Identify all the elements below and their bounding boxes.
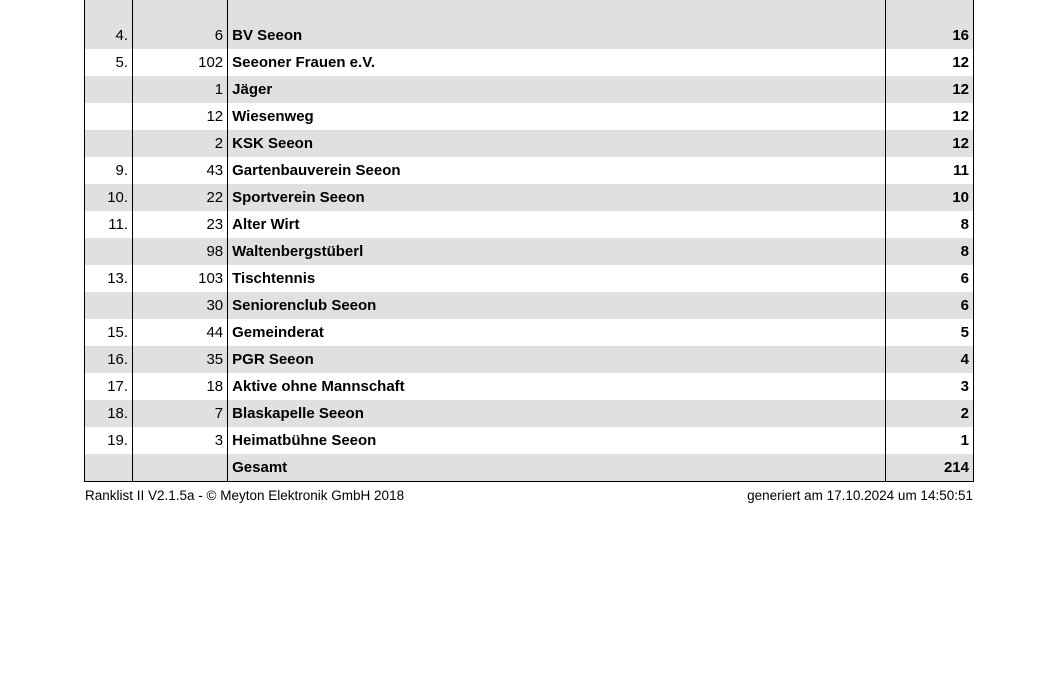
points-cell: 12 xyxy=(885,130,973,157)
rank-cell: 4. xyxy=(85,22,133,49)
rank-cell: 10. xyxy=(85,184,133,211)
number-cell xyxy=(133,0,228,22)
rank-cell xyxy=(85,292,133,319)
footer-version: Ranklist II V2.1.5a - © Meyton Elektronik GmbH 2018 xyxy=(85,488,405,503)
table-row xyxy=(85,103,974,130)
number-cell: 6 xyxy=(133,22,228,49)
footer-generated: generiert am 17.10.2024 um 14:50:51 xyxy=(747,488,973,503)
rank-cell xyxy=(85,130,133,157)
number-cell: 1 xyxy=(133,76,228,103)
name-cell: Waltenbergstüberl xyxy=(228,238,886,265)
table-row xyxy=(85,22,974,49)
table-row xyxy=(85,0,974,22)
total-row xyxy=(85,454,974,482)
number-cell: 7 xyxy=(133,400,228,427)
name-cell: KSK Seeon xyxy=(228,130,886,157)
points-cell: 12 xyxy=(885,76,973,103)
table-row xyxy=(85,238,974,265)
name-cell: Seniorenclub Seeon xyxy=(228,292,886,319)
rank-cell xyxy=(85,0,133,22)
table-row xyxy=(85,400,974,427)
name-cell: Tischtennis xyxy=(228,265,886,292)
name-cell xyxy=(228,0,886,22)
total-points: 214 xyxy=(885,454,973,482)
table-row xyxy=(85,211,974,238)
rank-cell: 17. xyxy=(85,373,133,400)
name-cell: Gartenbauverein Seeon xyxy=(228,157,886,184)
table-row xyxy=(85,76,974,103)
name-cell: Alter Wirt xyxy=(228,211,886,238)
name-cell: Jäger xyxy=(228,76,886,103)
number-cell: 12 xyxy=(133,103,228,130)
rank-cell xyxy=(85,238,133,265)
table-row xyxy=(85,373,974,400)
rank-cell: 18. xyxy=(85,400,133,427)
table-row xyxy=(85,49,974,76)
points-cell: 12 xyxy=(885,103,973,130)
points-cell: 11 xyxy=(885,157,973,184)
table-row xyxy=(85,319,974,346)
points-cell: 12 xyxy=(885,49,973,76)
table-row xyxy=(85,184,974,211)
table-row xyxy=(85,130,974,157)
number-cell: 44 xyxy=(133,319,228,346)
points-cell: 8 xyxy=(885,211,973,238)
name-cell: Wiesenweg xyxy=(228,103,886,130)
points-cell: 3 xyxy=(885,373,973,400)
rank-cell: 5. xyxy=(85,49,133,76)
points-cell: 5 xyxy=(885,319,973,346)
number-cell: 35 xyxy=(133,346,228,373)
table-row xyxy=(85,292,974,319)
number-cell: 102 xyxy=(133,49,228,76)
points-cell: 6 xyxy=(885,265,973,292)
points-cell: 6 xyxy=(885,292,973,319)
rank-cell xyxy=(85,103,133,130)
points-cell: 1 xyxy=(885,427,973,454)
total-rank-cell xyxy=(85,454,133,482)
number-cell: 22 xyxy=(133,184,228,211)
number-cell: 30 xyxy=(133,292,228,319)
rank-cell xyxy=(85,76,133,103)
name-cell: PGR Seeon xyxy=(228,346,886,373)
number-cell: 103 xyxy=(133,265,228,292)
name-cell: Sportverein Seeon xyxy=(228,184,886,211)
points-cell: 2 xyxy=(885,400,973,427)
rank-cell: 13. xyxy=(85,265,133,292)
points-cell: 10 xyxy=(885,184,973,211)
ranking-table xyxy=(84,0,974,482)
name-cell: Heimatbühne Seeon xyxy=(228,427,886,454)
name-cell: Aktive ohne Mannschaft xyxy=(228,373,886,400)
points-cell: 8 xyxy=(885,238,973,265)
points-cell: 4 xyxy=(885,346,973,373)
name-cell: Seeoner Frauen e.V. xyxy=(228,49,886,76)
name-cell: Blaskapelle Seeon xyxy=(228,400,886,427)
total-label: Gesamt xyxy=(228,454,886,482)
name-cell: BV Seeon xyxy=(228,22,886,49)
rank-cell: 16. xyxy=(85,346,133,373)
rank-cell: 9. xyxy=(85,157,133,184)
number-cell: 23 xyxy=(133,211,228,238)
number-cell: 98 xyxy=(133,238,228,265)
total-number-cell xyxy=(133,454,228,482)
name-cell: Gemeinderat xyxy=(228,319,886,346)
points-cell xyxy=(885,0,973,22)
table-row xyxy=(85,427,974,454)
table-row xyxy=(85,265,974,292)
number-cell: 18 xyxy=(133,373,228,400)
table-row xyxy=(85,346,974,373)
number-cell: 2 xyxy=(133,130,228,157)
number-cell: 43 xyxy=(133,157,228,184)
points-cell: 16 xyxy=(885,22,973,49)
table-row xyxy=(85,157,974,184)
number-cell: 3 xyxy=(133,427,228,454)
rank-cell: 11. xyxy=(85,211,133,238)
rank-cell: 15. xyxy=(85,319,133,346)
rank-cell: 19. xyxy=(85,427,133,454)
ranking-body xyxy=(85,0,974,482)
